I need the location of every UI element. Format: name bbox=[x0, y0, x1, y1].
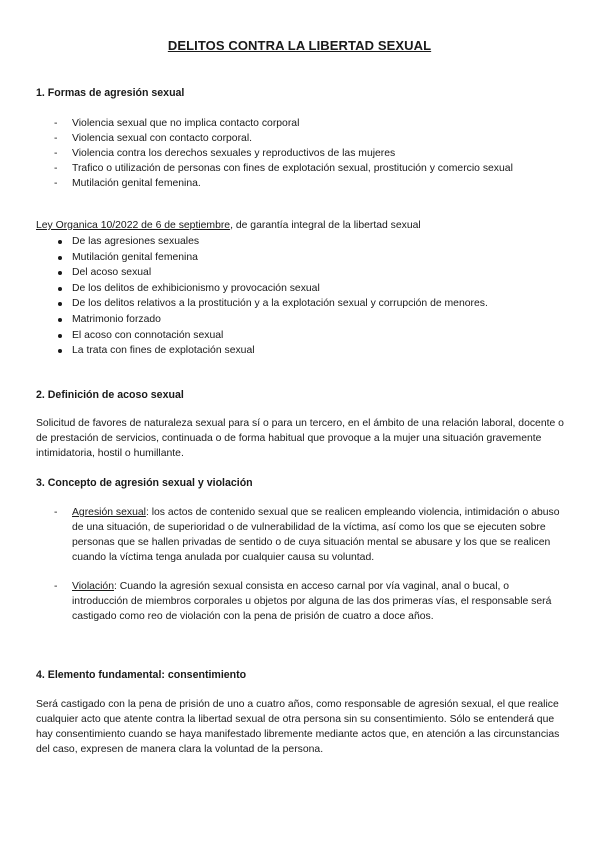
page-title: DELITOS CONTRA LA LIBERTAD SEXUAL bbox=[167, 38, 432, 53]
list-item: - Violencia sexual con contacto corporal. bbox=[36, 131, 566, 146]
list-item: El acoso con connotación sexual bbox=[36, 328, 566, 344]
law-reference bbox=[36, 218, 421, 233]
section1-list bbox=[36, 116, 566, 191]
law-description: , de garantía integral de la libertad sexual bbox=[230, 220, 421, 231]
term-label: Agresión sexual bbox=[72, 507, 146, 518]
list-item: De los delitos relativos a la prostitución y a la explotación sexual y corrupción de menores. bbox=[36, 296, 566, 312]
term-text: : Cuando la agresión sexual consista en acceso carnal por vía vaginal, anal o bucal, o introducción de miembros corporales u objetos por alguna de las dos primeras vías, el responsable será castigado como reo de violación con la pena de prisión de cuatro a doce años. bbox=[72, 581, 552, 622]
section4-heading: 4. Elemento fundamental: consentimiento bbox=[36, 669, 247, 681]
list-item bbox=[36, 505, 566, 565]
list-item: De las agresiones sexuales bbox=[36, 234, 566, 250]
list-item: Mutilación genital femenina bbox=[36, 250, 566, 266]
list-item: De los delitos de exhibicionismo y provocación sexual bbox=[36, 281, 566, 297]
section2-text: Solicitud de favores de naturaleza sexual para sí o para un tercero, en el ámbito de una relación laboral, docente o de prestación de servicios, continuada o de forma habitual que provoque a la mujer una situación gravemente intimidatoria, hostil o humillante. bbox=[36, 418, 564, 459]
term-label: Violación bbox=[72, 581, 114, 592]
list-item: - Violencia contra los derechos sexuales y reproductivos de las mujeres bbox=[36, 146, 566, 161]
term-text: : los actos de contenido sexual que se realicen empleando violencia, intimidación o abuso de una situación, de superioridad o de vulnerabilidad de la víctima, así como los que se ejecuten sobre personas que se hallen privadas de sentido o de cuya situación mental se abusare y los que se realicen cuando la víctima tenga anulada por cualquier causa su voluntad. bbox=[72, 507, 560, 563]
law-link[interactable]: Ley Organica 10/2022 de 6 de septiembre bbox=[36, 220, 231, 231]
list-item: Del acoso sexual bbox=[36, 265, 566, 281]
list-item: - Violencia sexual que no implica contacto corporal bbox=[36, 116, 566, 131]
list-item: - Mutilación genital femenina. bbox=[36, 176, 566, 191]
list-item: - Trafico o utilización de personas con fines de explotación sexual, prostitución y comercio sexual bbox=[36, 161, 566, 176]
section1-heading: 1. Formas de agresión sexual bbox=[36, 87, 185, 99]
section4-text: Será castigado con la pena de prisión de uno a cuatro años, como responsable de agresión sexual, el que realice cualquier acto que atente contra la libertad sexual de otra persona sin su consentimiento. Sólo se entenderá que hay consentimiento cuando se haya manifestado libremente mediante actos que, en atención a las circunstancias del caso, expresen de manera clara la voluntad de la persona. bbox=[36, 699, 560, 755]
law-list bbox=[36, 234, 566, 359]
section3-heading: 3. Concepto de agresión sexual y violación bbox=[36, 477, 253, 489]
list-item bbox=[36, 579, 566, 624]
list-item: Matrimonio forzado bbox=[36, 312, 566, 328]
list-item: La trata con fines de explotación sexual bbox=[36, 343, 566, 359]
section3-list bbox=[36, 505, 566, 624]
section2-heading: 2. Definición de acoso sexual bbox=[36, 389, 184, 401]
